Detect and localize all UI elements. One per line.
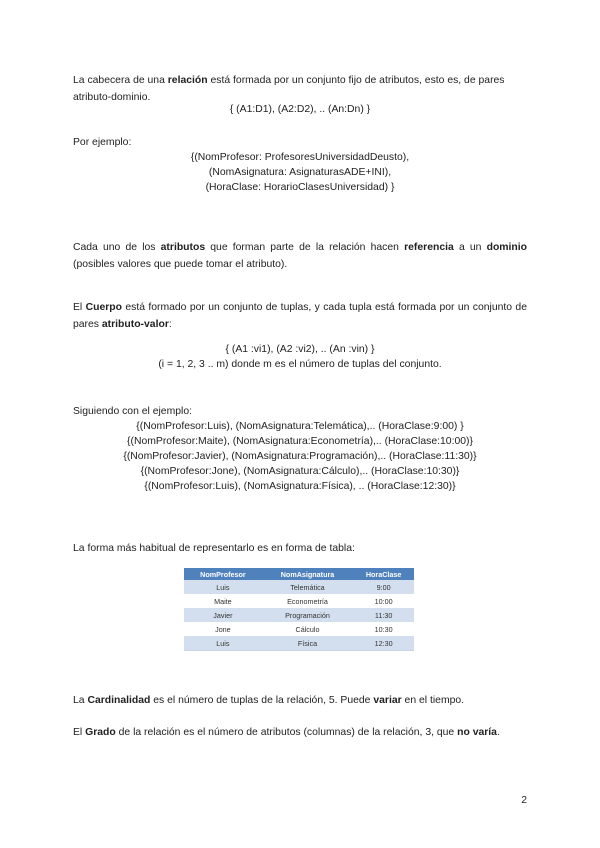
table-cell: Econometría — [262, 594, 353, 608]
text-run: El — [73, 727, 86, 738]
example-line: (HoraClase: HorarioClasesUniversidad) } — [205, 182, 395, 193]
table-row — [184, 608, 414, 622]
table-header-row — [184, 568, 414, 580]
table-cell: 12:30 — [353, 636, 414, 651]
table-cell: 10:30 — [353, 622, 414, 636]
example-label: Por ejemplo: — [73, 137, 132, 148]
body-paragraph — [73, 299, 527, 333]
cardinality-paragraph — [73, 692, 527, 709]
page-number: 2 — [521, 795, 527, 806]
text-run: El — [73, 302, 86, 313]
text-run: está formado por un conjunto de tuplas, y cada tupla está formada por un conjunto de pares — [73, 302, 527, 330]
table-cell: 9:00 — [353, 580, 414, 594]
example-line: (NomAsignatura: AsignaturasADE+INI), — [208, 167, 392, 178]
degree-paragraph — [73, 724, 527, 741]
column-header: NomProfesor — [184, 568, 262, 580]
bold-term-cuerpo: Cuerpo — [85, 302, 122, 313]
relation-table — [184, 568, 414, 651]
table-cell: Luis — [184, 636, 262, 651]
table-cell: 11:30 — [353, 608, 414, 622]
bold-term-no-varia: no varía — [457, 727, 497, 738]
text-run: La — [73, 695, 88, 706]
table-row — [184, 622, 414, 636]
bold-term-referencia: referencia — [404, 242, 454, 253]
bold-term-relacion: relación — [167, 75, 208, 86]
tuple-line: {(NomProfesor:Jone), (NomAsignatura:Cálculo),.. (HoraClase:10:30)} — [140, 466, 460, 477]
table-cell: Jone — [184, 622, 262, 636]
example2-label: Siguiendo con el ejemplo: — [73, 406, 192, 417]
table-cell: Javier — [184, 608, 262, 622]
bold-term-cardinalidad: Cardinalidad — [87, 695, 151, 706]
tuple-line: {(NomProfesor:Maite), (NomAsignatura:Econometría),.. (HoraClase:10:00)} — [127, 436, 473, 447]
table-row — [184, 636, 414, 651]
table-intro: La forma más habitual de representarlo es en forma de tabla: — [73, 543, 355, 554]
column-header: NomAsignatura — [262, 568, 353, 580]
table-cell: Cálculo — [262, 622, 353, 636]
text-run: a un — [453, 242, 487, 253]
text-run: : — [168, 319, 172, 330]
example-line: {(NomProfesor: ProfesoresUniversidadDeusto), — [190, 152, 410, 163]
tuple-formula: { (A1 :vi1), (A2 :vi2), .. (An :vin) } — [225, 344, 375, 355]
tuple-line: {(NomProfesor:Luis), (NomAsignatura:Telemática),.. (HoraClase:9:00) } — [136, 421, 464, 432]
text-run: en el tiempo. — [401, 695, 465, 706]
text-run: . — [496, 727, 500, 738]
table-cell: 10:00 — [353, 594, 414, 608]
table-row — [184, 594, 414, 608]
tuple-line: {(NomProfesor:Javier), (NomAsignatura:Programación),.. (HoraClase:11:30)} — [123, 451, 477, 462]
table-cell: Física — [262, 636, 353, 651]
table-cell: Telemática — [262, 580, 353, 594]
bold-term-atributos: atributos — [160, 242, 206, 253]
attributes-paragraph — [73, 239, 527, 273]
column-header: HoraClase — [353, 568, 414, 580]
bold-term-atributo-valor: atributo-valor — [101, 319, 169, 330]
bold-term-grado: Grado — [85, 727, 116, 738]
header-formula: { (A1:D1), (A2:D2), .. (An:Dn) } — [229, 104, 371, 115]
text-run: de la relación es el número de atributos (columnas) de la relación, 3, que — [115, 727, 458, 738]
table-row — [184, 580, 414, 594]
table-cell: Programación — [262, 608, 353, 622]
text-run: Cada uno de los — [73, 242, 161, 253]
text-run: que forman parte de la relación hacen — [205, 242, 405, 253]
tuple-line: {(NomProfesor:Luis), (NomAsignatura:Física), .. (HoraClase:12:30)} — [144, 481, 456, 492]
text-run: La cabecera de una — [73, 75, 168, 86]
table-cell: Maite — [184, 594, 262, 608]
table-cell: Luis — [184, 580, 262, 594]
text-run: es el número de tuplas de la relación, 5. Puede — [150, 695, 374, 706]
bold-term-variar: variar — [373, 695, 402, 706]
text-run: (posibles valores que puede tomar el atributo). — [73, 259, 288, 270]
tuple-formula-note: (i = 1, 2, 3 .. m) donde m es el número de tuplas del conjunto. — [158, 359, 442, 370]
bold-term-dominio: dominio — [486, 242, 528, 253]
text-run: está formada por un conjunto fijo de atributos, esto es, de pares atributo-dominio. — [73, 75, 505, 103]
